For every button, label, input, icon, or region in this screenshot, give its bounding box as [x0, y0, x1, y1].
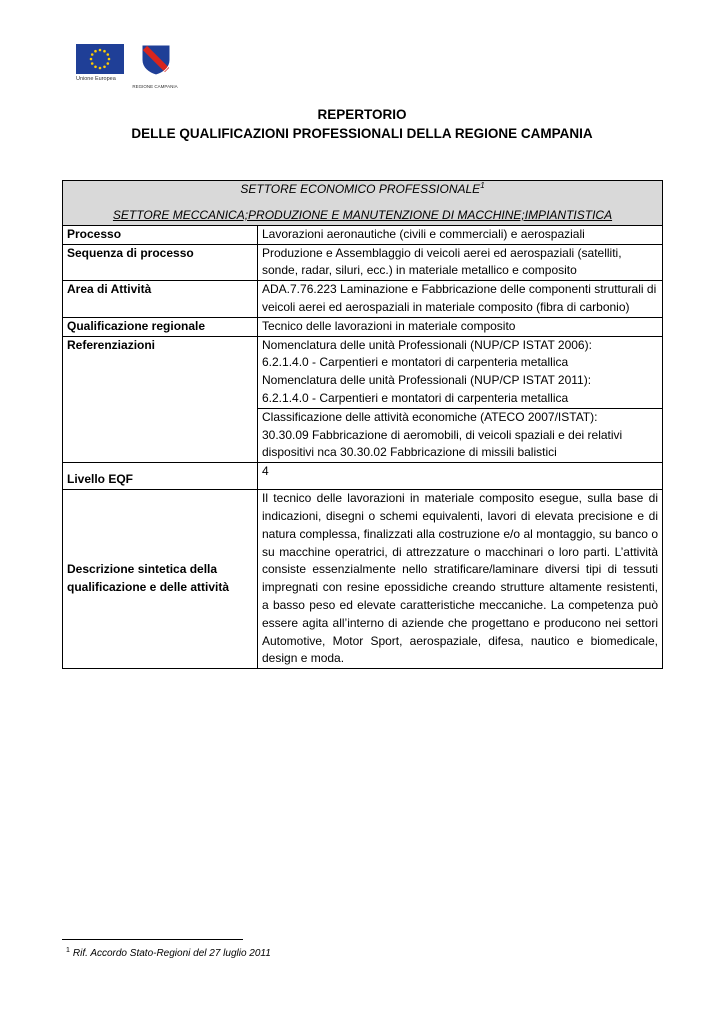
sector-header-cell — [63, 181, 663, 226]
document-subtitle: DELLE QUALIFICAZIONI PROFESSIONALI DELLA REGIONE CAMPANIA — [131, 126, 593, 141]
table-row — [63, 336, 663, 408]
row-label-referenziazioni: Referenziazioni — [63, 336, 258, 463]
ateco-value: 30.30.09 Fabbricazione di aeromobili, di veicoli spaziali e dei relativi dispositivi nca 30.30.02 Fabbricazione di missili balistici — [262, 427, 623, 460]
region-logo-label: REGIONE CAMPANIA — [132, 84, 178, 89]
footnote-separator — [62, 939, 243, 940]
nup-2006-title: Nomenclatura delle unità Professionali (NUP/CP ISTAT 2006): — [262, 337, 592, 352]
table-row — [63, 244, 663, 281]
row-value-descrizione: Il tecnico delle lavorazioni in materiale composito esegue, sulla base di indicazioni, disegni o schemi equivalenti, lavori di elevata precisione e di natura complessa, finalizzati alla costruzione e/o al montaggio, su banco o su macchine operatrici, di attrezzature o macchinari o loro parti. L’attività consiste essenzialmente nello stratificare/laminare diversi tipi di tessuti impregnati con resine epossidiche creando strutture altamente resistenti, a basso peso ed elevate caratteristiche meccaniche. La competenza può essere agita all’interno di aziende che progettano e producono nei settori Automotive, Motor Sport, aerospaziale, difesa, nautico e biomedicale, design e moda. — [258, 490, 663, 669]
eu-flag-icon — [76, 44, 124, 74]
row-label-descrizione: Descrizione sintetica della qualificazione e delle attività — [63, 490, 258, 669]
table-row — [63, 463, 663, 490]
nup-2006-value: 6.2.1.4.0 - Carpentieri e montatori di carpenteria metallica — [262, 355, 569, 370]
row-label-qualificazione: Qualificazione regionale — [63, 317, 258, 336]
row-label-area: Area di Attività — [63, 281, 258, 318]
sector-header-row — [63, 181, 663, 226]
row-label-sequenza: Sequenza di processo — [63, 244, 258, 281]
row-value-area: ADA.7.76.223 Laminazione e Fabbricazione delle componenti strutturali di veicoli aerei ed aerospaziali in materiale composito (fibra di carbonio) — [258, 281, 663, 318]
document-title: REPERTORIO — [317, 107, 407, 122]
ateco-title: Classificazione delle attività economiche (ATECO 2007/ISTAT): — [262, 409, 598, 424]
table-row — [63, 490, 663, 669]
row-label-eqf: Livello EQF — [63, 463, 258, 490]
row-label-processo: Processo — [63, 225, 258, 244]
row-value-qualificazione: Tecnico delle lavorazioni in materiale composito — [258, 317, 663, 336]
table-row — [63, 281, 663, 318]
footnote-ref: 1 — [480, 181, 485, 190]
footnote-number: 1 — [66, 947, 70, 954]
eu-logo — [76, 44, 124, 83]
footnote — [66, 947, 271, 961]
table-row — [63, 317, 663, 336]
row-value-eqf: 4 — [258, 463, 663, 490]
nup-2011-value: 6.2.1.4.0 - Carpentieri e montatori di carpenteria metallica — [262, 390, 569, 405]
row-value-sequenza: Produzione e Assemblaggio di veicoli aerei ed aerospaziali (satelliti, sonde, radar, siluri, ecc.) in materiale metallico e composito — [258, 244, 663, 281]
row-value-ateco — [258, 408, 663, 462]
nup-2011-title: Nomenclatura delle unità Professionali (NUP/CP ISTAT 2011): — [262, 373, 592, 388]
sector-label: SETTORE ECONOMICO PROFESSIONALE — [240, 182, 481, 196]
eu-logo-label: Unione Europea — [76, 76, 116, 82]
row-value-processo: Lavorazioni aeronautiche (civili e commerciali) e aerospaziali — [258, 225, 663, 244]
sector-name: SETTORE MECCANICA;PRODUZIONE E MANUTENZIONE DI MACCHINE;IMPIANTISTICA — [112, 208, 613, 222]
table-row — [63, 225, 663, 244]
qualification-table — [62, 180, 663, 669]
region-campania-logo — [132, 44, 178, 90]
footnote-text: Rif. Accordo Stato-Regioni del 27 luglio 2011 — [72, 948, 271, 959]
row-value-nup — [258, 336, 663, 408]
region-shield-icon — [136, 44, 176, 76]
